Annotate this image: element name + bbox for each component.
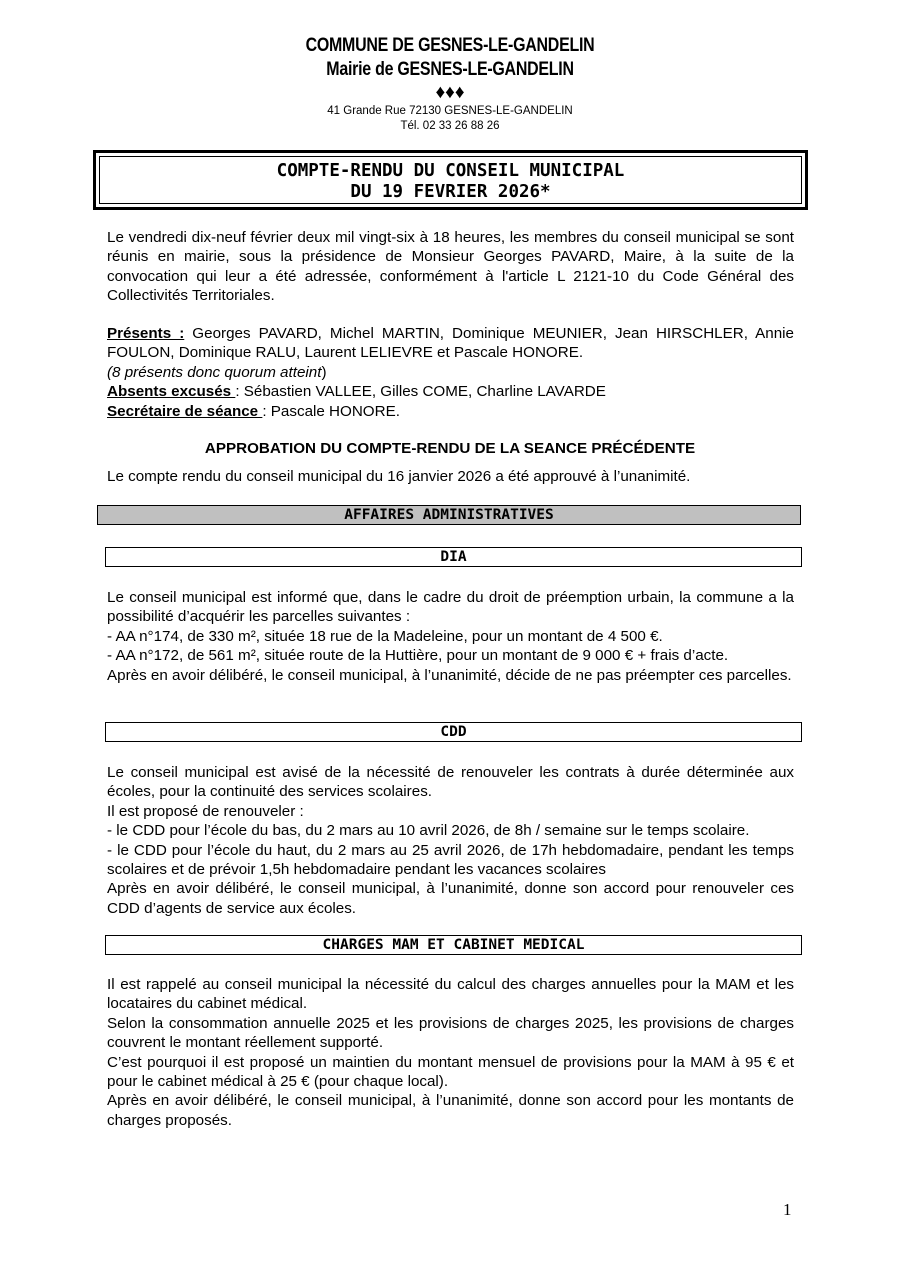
page-number: 1: [783, 1200, 792, 1219]
section-charges: CHARGES MAM ET CABINET MEDICAL: [105, 935, 802, 955]
absents-label: Absents excusés: [107, 383, 236, 401]
commune-name: COMMUNE DE GESNES-LE-GANDELIN: [305, 35, 595, 56]
cdd-line: - le CDD pour l’école du bas, du 2 mars au 10 avril 2026, de 8h / semaine sur le temps scolaire.: [107, 822, 750, 840]
secretary-line: [107, 402, 794, 421]
quorum-text: (8 présents donc quorum atteint: [107, 363, 322, 381]
presents-label: Présents :: [107, 325, 185, 342]
presents-line: [107, 324, 794, 363]
secretary-text: : Pascale HONORE.: [262, 402, 400, 420]
phone: Tél. 02 33 26 88 26: [400, 120, 500, 132]
absents-line: [107, 382, 794, 401]
diamond-ornament-icon: ♦♦♦: [435, 82, 465, 103]
attendance-block: [107, 324, 794, 421]
cdd-line: Il est proposé de renouveler :: [107, 802, 304, 820]
cdd-line: - le CDD pour l’école du haut, du 2 mars au 25 avril 2026, de 17h hebdomadaire, pendant les temps scolaires et de prévoir 1,5h hebdomadaire pendant les vacances scolaires: [107, 841, 794, 879]
cdd-line: Après en avoir délibéré, le conseil municipal, à l’unanimité, donne son accord pour renouveler ces CDD d’agents de service aux écoles.: [107, 880, 794, 917]
charges-line: Après en avoir délibéré, le conseil municipal, à l’unanimité, donne son accord pour les montants de charges proposés.: [107, 1092, 794, 1129]
dia-line: - AA n°174, de 330 m², située 18 rue de la Madeleine, pour un montant de 4 500 €.: [107, 627, 663, 645]
address: 41 Grande Rue 72130 GESNES-LE-GANDELIN: [327, 105, 573, 117]
cdd-line: Le conseil municipal est avisé de la nécessité de renouveler les contrats à durée déterminée aux écoles, pour la continuité des services scolaires.: [107, 764, 794, 801]
dia-line: - AA n°172, de 561 m², située route de la Huttière, pour un montant de 9 000 € + frais d’acte.: [107, 647, 729, 665]
approval-text: Le compte rendu du conseil municipal du 16 janvier 2026 a été approuvé à l’unanimité.: [107, 468, 691, 485]
quorum-close: ): [321, 363, 327, 381]
charges-line: C’est pourquoi il est proposé un maintien du montant mensuel de provisions pour la MAM à 95 € et pour le cabinet médical à 25 € (pour chaque local).: [107, 1053, 794, 1091]
charges-line: Selon la consommation annuelle 2025 et les provisions de charges 2025, les provisions de charges couvrent le montant réellement supporté.: [107, 1014, 794, 1052]
document-title: [99, 156, 802, 204]
letterhead: [0, 34, 900, 134]
document-title-box: [93, 150, 808, 210]
secretary-label: Secrétaire de séance: [107, 402, 263, 420]
quorum-line: [107, 363, 794, 382]
charges-line: Il est rappelé au conseil municipal la nécessité du calcul des charges annuelles pour la MAM et les locataires du cabinet médical.: [107, 976, 794, 1013]
dia-line: Le conseil municipal est informé que, dans le cadre du droit de préemption urbain, la commune a la possibilité d’acquérir les parcelles suivantes :: [107, 589, 794, 626]
charges-paragraph: [107, 975, 794, 1130]
section-affaires-administratives: AFFAIRES ADMINISTRATIVES: [97, 505, 801, 525]
cdd-paragraph: [107, 763, 794, 918]
intro-paragraph: [107, 228, 794, 306]
title-line-1: COMPTE-RENDU DU CONSEIL MUNICIPAL: [276, 161, 625, 181]
title-line-2: DU 19 FEVRIER 2026*: [350, 182, 551, 202]
approval-heading: APPROBATION DU COMPTE-RENDU DE LA SEANCE PRÉCÉDENTE: [204, 440, 696, 457]
section-dia: DIA: [105, 547, 802, 567]
approval-paragraph: [107, 467, 794, 486]
section-cdd: CDD: [105, 722, 802, 742]
dia-paragraph: [107, 588, 794, 685]
intro-text: Le vendredi dix-neuf février deux mil vingt-six à 18 heures, les membres du conseil municipal se sont réunis en mairie, sous la présidence de Monsieur Georges PAVARD, Maire, à la suite de la convocation qui leur a été adressée, conformément à l'article L 2121-10 du Code Général des Collectivités Territoriales.: [107, 229, 794, 305]
dia-line: Après en avoir délibéré, le conseil municipal, à l’unanimité, décide de ne pas préempter ces parcelles.: [107, 666, 792, 684]
absents-text: : Sébastien VALLEE, Gilles COME, Charline LAVARDE: [235, 383, 606, 401]
mairie-name: Mairie de GESNES-LE-GANDELIN: [326, 59, 574, 80]
presents-text: Georges PAVARD, Michel MARTIN, Dominique MEUNIER, Jean HIRSCHLER, Annie FOULON, Dominique RALU, Laurent LELIEVRE et Pascale HONORE.: [107, 325, 794, 362]
